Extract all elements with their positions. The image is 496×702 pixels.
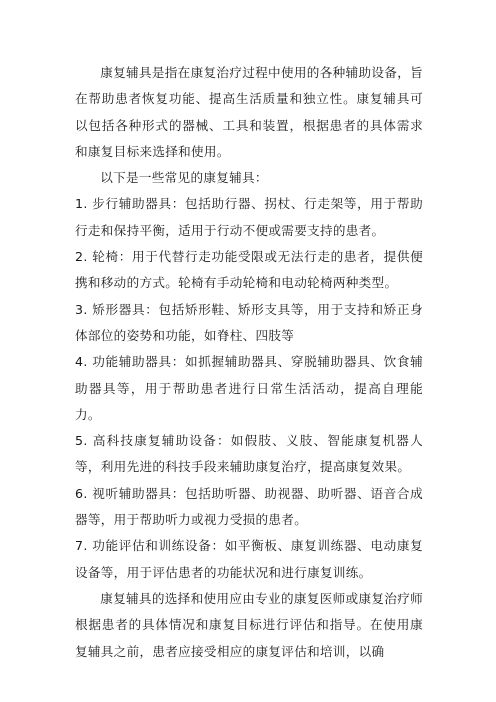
list-item-assessment-training: 7. 功能评估和训练设备：如平衡板、康复训练器、电动康复设备等，用于评估患者的功能状况和进行康复训练。	[75, 538, 423, 580]
list-item-orthotics: 3. 矫形器具：包括矫形鞋、矫形支具等，用于支持和矫正身体部位的姿势和功能，如脊柱、四肢等	[75, 301, 423, 343]
document-body	[75, 60, 423, 665]
list-item-audio-visual-aids: 6. 视听辅助器具：包括助听器、助视器、助听器、语音合成器等，用于帮助听力或视力受损的患者。	[75, 485, 423, 528]
intro-paragraph: 康复辅具是指在康复治疗过程中使用的各种辅助设备，旨在帮助患者恢复功能、提高生活质量和独立性。康复辅具可以包括各种形式的器械、工具和装置，根据患者的具体需求和康复目标来选择和使用。	[75, 65, 423, 159]
list-intro: 以下是一些常见的康复辅具：	[100, 170, 268, 186]
list-item-daily-living-aids: 4. 功能辅助器具：如抓握辅助器具、穿脱辅助器具、饮食辅助器具等，用于帮助患者进行日常生活活动，提高自理能力。	[75, 354, 423, 422]
closing-paragraph: 康复辅具的选择和使用应由专业的康复医师或康复治疗师根据患者的具体情况和康复目标进行评估和指导。在使用康复辅具之前，患者应接受相应的康复评估和培训，以确	[75, 590, 423, 659]
list-item-walking-aids: 1. 步行辅助器具：包括助行器、拐杖、行走架等，用于帮助行走和保持平衡，适用于行动不便或需要支持的患者。	[75, 196, 423, 238]
list-item-wheelchair: 2. 轮椅：用于代替行走功能受限或无法行走的患者，提供便携和移动的方式。轮椅有手动轮椅和电动轮椅两种类型。	[75, 249, 423, 291]
list-item-high-tech-devices: 5. 高科技康复辅助设备：如假肢、义肢、智能康复机器人等，利用先进的科技手段来辅助康复治疗，提高康复效果。	[75, 433, 423, 475]
